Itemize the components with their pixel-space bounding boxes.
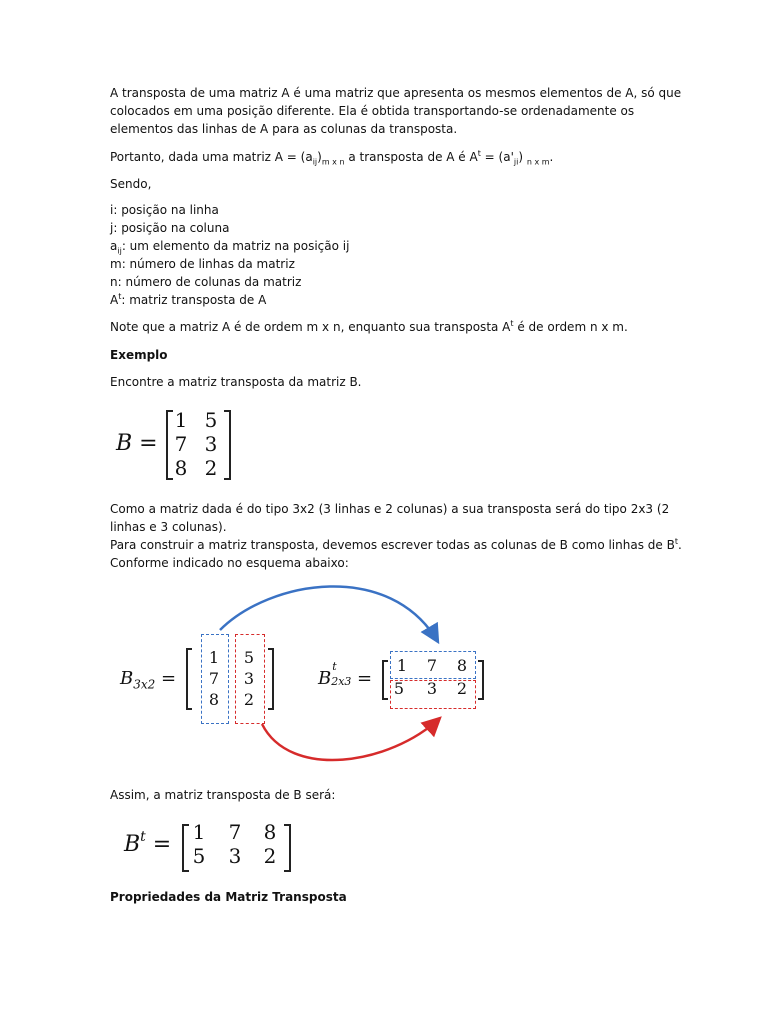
right-row2-cell: 5	[393, 679, 405, 698]
diagram-left-right-bracket	[268, 648, 274, 710]
definition-m: m: número de linhas da matriz	[110, 257, 295, 271]
note-line: Note que a matriz A é de ordem m x n, enquanto sua transposta $A^t$ é de ordem n x m.	[110, 319, 628, 334]
matrix-bt-right-bracket	[284, 824, 291, 872]
matrix-bt-cell: 1	[192, 820, 206, 844]
matrix-b-cell: 2	[204, 456, 218, 480]
definition-i: i: posição na linha	[110, 203, 219, 217]
diagram-right-label: B t 2x3 =	[318, 660, 373, 689]
left-col1-cell: 1	[208, 648, 220, 667]
matrix-b-cell: 1	[174, 408, 188, 432]
para-line: Para construir a matriz transposta, devemos escrever todas as colunas de B como linhas de $B^t$.	[110, 537, 682, 552]
matrix-b-cell: 3	[204, 432, 218, 456]
left-col1-cell: 8	[208, 690, 220, 709]
como-line-1: Como a matriz dada é do tipo 3x2 (3 linhas e 2 colunas) a sua transposta será do tipo 2x3 (2	[110, 502, 670, 516]
como-line-2: linhas e 3 colunas).	[110, 520, 227, 534]
definition-aij: $a_{ij}$: um elemento da matriz na posição ij	[110, 239, 350, 256]
portanto-line: Portanto, dada uma matriz $A = (a_{ij})_{m x n}$ a transposta de A é $A^t = (a'_{ji})$ $_{n x m}$.	[110, 149, 554, 167]
definition-at: $A^t$: matriz transposta de A	[110, 292, 267, 307]
definition-j: j: posição na coluna	[110, 221, 230, 235]
matrix-b-label: B =	[116, 431, 158, 456]
diagram-left-bracket	[186, 648, 192, 710]
right-row2-cell: 2	[456, 679, 468, 698]
diagram-left-label: $B_{3x2}$ =	[120, 668, 177, 692]
right-row1-cell: 7	[426, 656, 438, 675]
exemplo-heading: Exemplo	[110, 348, 168, 362]
right-row2-cell: 3	[426, 679, 438, 698]
conforme-line: Conforme indicado no esquema abaixo:	[110, 556, 349, 570]
intro-line-1: A transposta de uma matriz A é uma matriz que apresenta os mesmos elementos de A, só que	[110, 86, 682, 100]
matrix-bt-cell: 5	[192, 844, 206, 868]
left-col2-cell: 3	[243, 669, 255, 688]
propriedades-heading: Propriedades da Matriz Transposta	[110, 890, 347, 904]
matrix-bt-cell: 8	[263, 820, 277, 844]
matrix-b-cell: 8	[174, 456, 188, 480]
left-col2-cell: 5	[243, 648, 255, 667]
left-col2-cell: 2	[243, 690, 255, 709]
definition-n: n: número de colunas da matriz	[110, 275, 302, 289]
right-row1-cell: 1	[396, 656, 408, 675]
matrix-bt-cell: 7	[228, 820, 242, 844]
right-row1-cell: 8	[456, 656, 468, 675]
encontre-line: Encontre a matriz transposta da matriz B.	[110, 375, 362, 389]
red-arrow-icon	[262, 718, 440, 760]
intro-line-3: elementos das linhas de A para as colunas da transposta.	[110, 122, 458, 136]
left-col1-cell: 7	[208, 669, 220, 688]
matrix-bt-cell: 2	[263, 844, 277, 868]
diagram-right-right-bracket	[478, 660, 484, 700]
assim-line: Assim, a matriz transposta de B será:	[110, 788, 336, 802]
sendo-line: Sendo,	[110, 177, 152, 191]
matrix-b-cell: 5	[204, 408, 218, 432]
matrix-bt-label: $B^t$ =	[124, 828, 172, 857]
matrix-b-cell: 7	[174, 432, 188, 456]
intro-line-2: colocados em uma posição diferente. Ela é obtida transportando-se ordenadamente os	[110, 104, 635, 118]
matrix-bt-cell: 3	[228, 844, 242, 868]
